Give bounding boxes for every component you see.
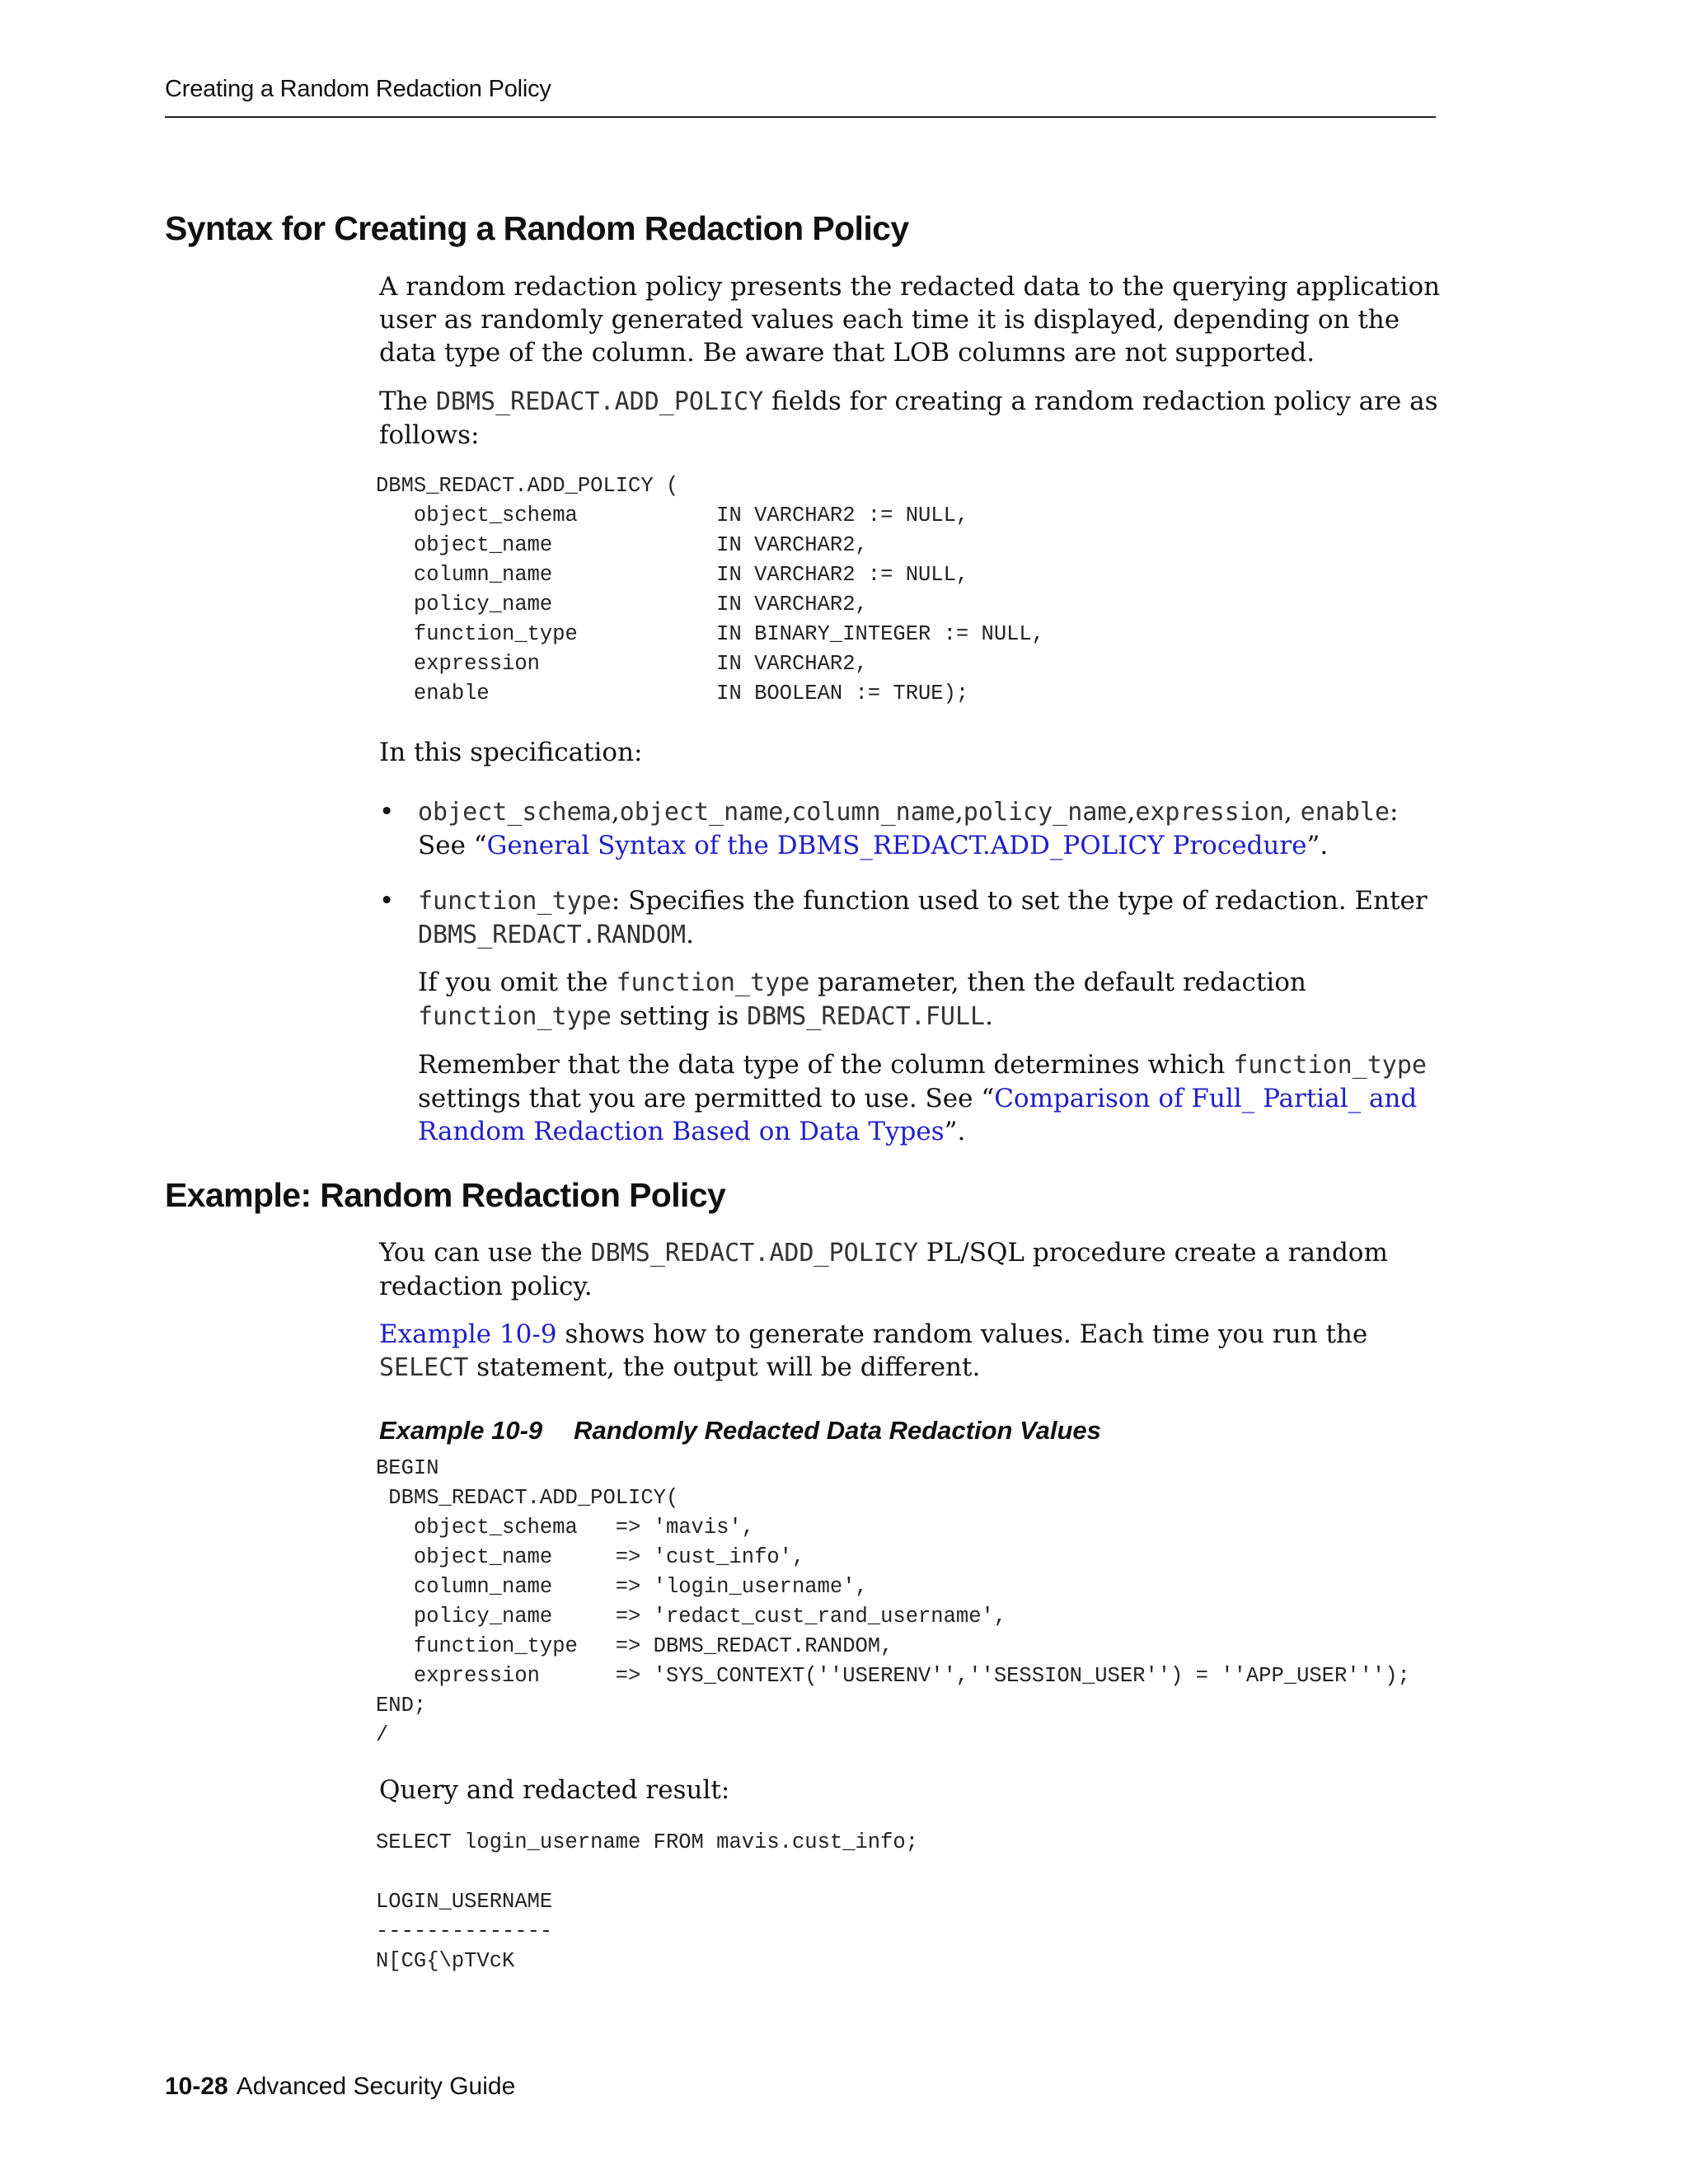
paragraph-intro: A random redaction policy presents the redacted data to the querying application user as randomly generated values each time it is displayed, depending on the data type of the column. Be aware that LOB columns are not supported. <box>379 272 1441 368</box>
paragraph-example-ref: Example 10-9 shows how to generate random values. Each time you run the SELECT statement, the output will be different. <box>379 1319 1368 1382</box>
example-caption: Example 10-9 Randomly Redacted Data Redaction Values <box>379 1416 1101 1445</box>
paragraph-spec-intro: In this specification: <box>379 738 643 767</box>
paragraph-data-type-note: Remember that the data type of the column determines which function_type settings that you are permitted to use. See “Comparison of Full_ Partial_ and Random Redaction Based on Data Types”. <box>418 1050 1427 1146</box>
link-general-syntax[interactable]: General Syntax of the DBMS_REDACT.ADD_POLICY Procedure <box>486 831 1307 860</box>
paragraph-example-intro: You can use the DBMS_REDACT.ADD_POLICY PL/SQL procedure create a random redaction policy. <box>379 1238 1388 1301</box>
header-rule <box>165 116 1436 118</box>
bullet-marker: • <box>379 886 395 916</box>
code-block-example: BEGIN DBMS_REDACT.ADD_POLICY( object_schema => 'mavis', object_name => 'cust_info', column_name => 'login_username', policy_name => 'redact_cust_rand_username', function_type => DBMS_REDACT.RANDOM, expression => 'SYS_CONTEXT(''USERENV'',''SESSION_USER'') = ''APP_USER'''); END; / <box>376 1456 1410 1747</box>
section-title-syntax: Syntax for Creating a Random Redaction Policy <box>165 209 909 247</box>
page-number: 10-28 <box>165 2073 228 2100</box>
page-footer <box>165 2073 515 2101</box>
bullet-item-function-type: function_type: Specifies the function used to set the type of redaction. Enter DBMS_REDACT.RANDOM. <box>418 886 1428 949</box>
paragraph-fields: The DBMS_REDACT.ADD_POLICY fields for creating a random redaction policy are as follows: <box>379 387 1438 450</box>
paragraph-omit-function-type: If you omit the function_type parameter, then the default redaction function_type setting is DBMS_REDACT.FULL. <box>418 968 1306 1031</box>
paragraph-query-intro: Query and redacted result: <box>379 1775 730 1805</box>
inline-code: DBMS_REDACT.ADD_POLICY <box>435 387 764 416</box>
section-title-example: Example: Random Redaction Policy <box>165 1176 726 1214</box>
book-title: Advanced Security Guide <box>236 2073 516 2100</box>
link-example-10-9[interactable]: Example 10-9 <box>379 1319 557 1349</box>
link-comparison[interactable]: Comparison of Full_ Partial_ and Random Redaction Based on Data Types <box>418 1084 1418 1146</box>
bullet-item-parameters: object_schema,object_name,column_name,policy_name,expression, enable: See “General Syntax of the DBMS_REDACT.ADD_POLICY Procedure”. <box>418 797 1399 860</box>
bullet-marker: • <box>379 797 395 827</box>
running-header: Creating a Random Redaction Policy <box>165 76 551 102</box>
code-block-query: SELECT login_username FROM mavis.cust_info; LOGIN_USERNAME -------------- N[CG{\pTVcK <box>376 1830 919 1973</box>
code-block-syntax: DBMS_REDACT.ADD_POLICY ( object_schema IN VARCHAR2 := NULL, object_name IN VARCHAR2, column_name IN VARCHAR2 := NULL, policy_name IN VARCHAR2, function_type IN BINARY_INTEGER := NULL, expression IN VARCHAR2, enable IN BOOLEAN := TRUE); <box>376 474 1045 705</box>
